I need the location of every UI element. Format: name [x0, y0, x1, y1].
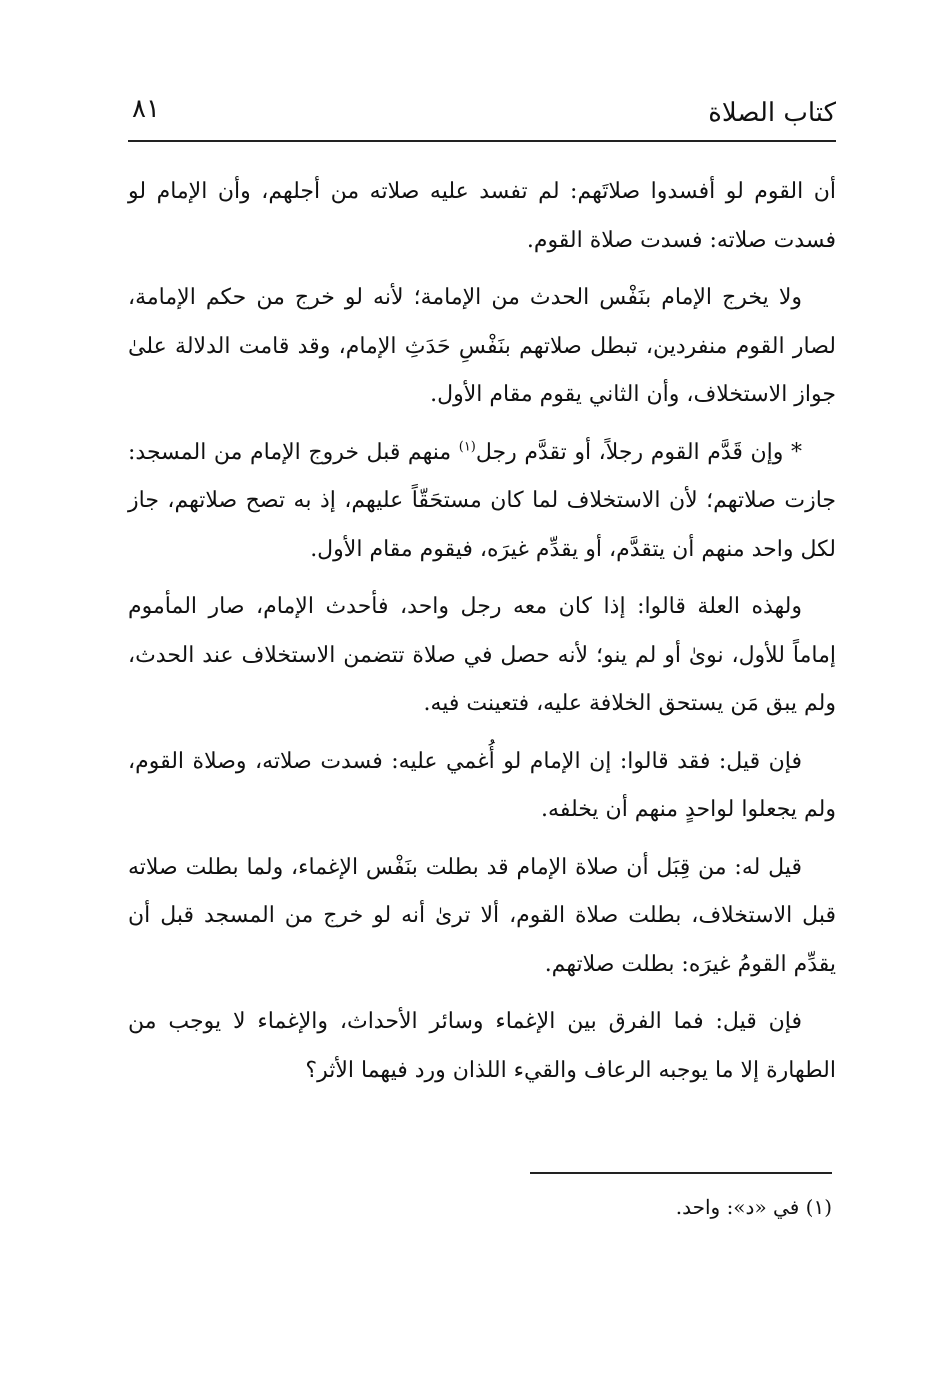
paragraph-6: قيل له: من قِبَل أن صلاة الإمام قد بطلت بنَفْس الإغماء، ولما بطلت صلاته قبل الاستخلاف، بطلت صلاة القوم، ألا ترىٰ أنه لو خرج من المسجد قبل أن يقدِّم القومُ غيرَه: بطلت صلاتهم. [128, 854, 836, 977]
chapter-title: كتاب الصلاة [708, 98, 836, 128]
footnote-divider [530, 1172, 832, 1174]
section-star-marker: * [791, 439, 802, 465]
paragraph-3 [128, 429, 836, 575]
paragraph-3-text-before: وإن قَدَّم القوم رجلاً، أو تقدَّم رجل [475, 439, 784, 465]
page-header [128, 92, 836, 142]
footnote: (١) في «د»: واحد. [675, 1195, 832, 1219]
page-number: ٨١ [132, 94, 160, 124]
footnote-reference: (١) [458, 439, 476, 455]
paragraph-7: فإن قيل: فما الفرق بين الإغماء وسائر الأحداث، والإغماء لا يوجب من الطهارة إلا ما يوجبه الرعاف والقيء اللذان ورد فيهما الأثر؟ [128, 1009, 836, 1083]
paragraph-4: ولهذه العلة قالوا: إذا كان معه رجل واحد، فأحدث الإمام، صار المأموم إماماً للأول، نوىٰ أو لم ينو؛ لأنه حصل في صلاة تتضمن الاستخلاف عند الحدث، ولم يبق مَن يستحق الخلافة عليه، فتعينت فيه. [128, 594, 836, 716]
paragraph-3-text-after: منهم قبل خروج الإمام من المسجد: جازت صلاتهم؛ لأن الاستخلاف لما كان مستحَقّاً عليهم، إذ به تصح صلاتهم، جاز لكل واحد منهم أن يتقدَّم، أو يقدِّم غيرَه، فيقوم مقام الأول. [128, 439, 836, 562]
paragraph-1: أن القوم لو أفسدوا صلاتَهم: لم تفسد عليه صلاته من أجلهم، وأن الإمام لو فسدت صلاته: فسدت صلاة القوم. [128, 179, 836, 253]
paragraph-5: فإن قيل: فقد قالوا: إن الإمام لو أُغمي عليه: فسدت صلاته، وصلاة القوم، ولم يجعلوا لواحدٍ منهم أن يخلفه. [128, 748, 836, 822]
main-text [128, 168, 836, 1104]
paragraph-2: ولا يخرج الإمام بنَفْس الحدث من الإمامة؛ لأنه لو خرج من حكم الإمامة، لصار القوم منفردين، تبطل صلاتهم بنَفْسِ حَدَثِ الإمام، وقد قامت الدلالة علىٰ جواز الاستخلاف، وأن الثاني يقوم مقام الأول. [128, 285, 836, 407]
